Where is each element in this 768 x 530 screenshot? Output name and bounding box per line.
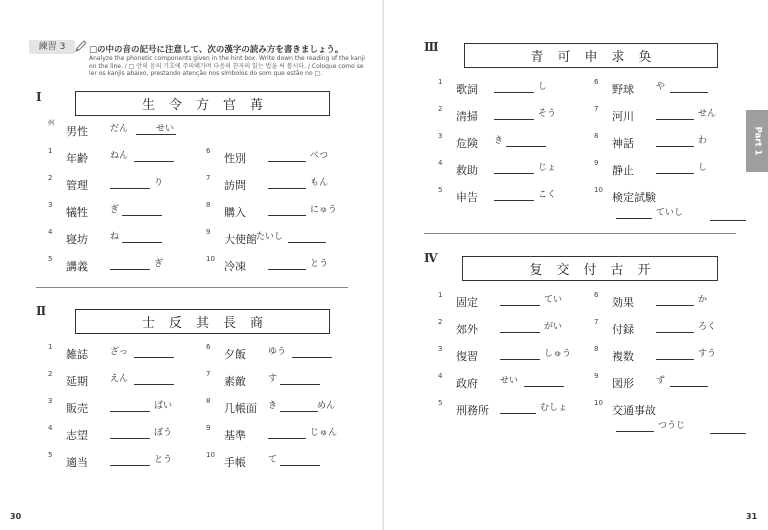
section-4-hint-box [462,256,718,281]
item-word: 冷凍 [224,260,246,273]
answer-blank[interactable]: せん [656,108,756,121]
answer-blank[interactable]: す [268,373,358,386]
example-mark: 例 [48,120,55,127]
answer-blank[interactable]: たいし [256,231,346,244]
item-word: 図形 [612,377,634,390]
answer-blank[interactable]: にゅう [268,204,368,217]
hint-char: 付 [583,263,597,278]
item-word: 夕飯 [224,348,246,361]
hint-char: 方 [195,98,209,113]
answer-blank[interactable]: えん [110,373,200,386]
item-word: 管理 [66,179,88,192]
hint-char: 令 [168,98,182,113]
hint-char: 古 [610,263,624,278]
item-word: 交通事故 [612,404,656,417]
item-word: 効果 [612,296,634,309]
answer-blank[interactable]: もん [268,177,358,190]
answer-blank[interactable]: すう [656,348,746,361]
answer-blank[interactable]: し [494,81,584,94]
hint-char: 反 [168,316,182,331]
answer-blank[interactable]: ゆう [268,346,358,359]
answer-blank[interactable]: ね [110,231,200,244]
item-word: 検定試験 [612,191,656,204]
hint-char: 官 [223,98,237,113]
hint-char: 士 [141,316,155,331]
item-word: 犠牲 [66,206,88,219]
answer-blank[interactable]: べつ [268,150,358,163]
answer-blank-line [710,220,746,221]
section-2-hint-box [75,309,330,334]
item-word: 手帳 [224,456,246,469]
part-tab [746,110,768,172]
answer-blank[interactable]: つうじ [616,420,746,433]
answer-blank[interactable]: ぎ [110,258,200,271]
answer-blank[interactable]: ばい [110,400,210,413]
item-word: 購入 [224,206,246,219]
hint-char: 苒 [250,98,264,113]
item-word: 延期 [66,375,88,388]
answer-blank-line [710,433,746,434]
item-word: 郊外 [456,323,478,336]
answer-blank[interactable]: や [656,81,746,94]
item-word: 基準 [224,429,246,442]
item-word: 固定 [456,296,478,309]
item-word: 申告 [456,191,478,204]
item-word: 刑務所 [456,404,489,417]
hint-char: 商 [250,316,264,331]
item-word: 静止 [612,164,634,177]
item-word: 雑誌 [66,348,88,361]
answer-blank[interactable]: て [268,454,358,467]
right-page: Ⅲ 青 可 申 求 奂 1 歌詞 し 2 清掃 そう 3 危険 き 4 救助 じょ 5 申告 こく 6 野球 や 7 河川 せん 8 神話 わ 9 静止 し 10 検定試験 ていし Ⅳ 复 交 付 古 开 1 固定 てい 2 郊外 がい 3 復習 しゅう 4 政府 せい 5 刑務所 むしょ 6 効果 か 7 付録 ろく 8 複数 すう 9 図形 ず 10 交通事故 つうじ 31 [384,0,768,530]
instruction-japanese: □の中の音の記号に注意して、次の漢字の読み方を書きましょう。 [89,45,344,55]
answer-blank[interactable]: ろく [656,321,746,334]
item-word: 販売 [66,402,88,415]
answer-blank[interactable]: ぼう [110,427,210,440]
item-word: 救助 [456,164,478,177]
answer-blank[interactable]: ざっ [110,346,200,359]
item-word: 清掃 [456,110,478,123]
answer-blank[interactable]: し [656,162,746,175]
hint-char: 青 [530,50,544,65]
hint-char: 申 [584,50,598,65]
hint-char: 开 [637,263,651,278]
item-word: 神話 [612,137,634,150]
pencil-icon [73,38,89,54]
section-1-hint-box [75,91,330,116]
answer-blank[interactable]: じょ [494,162,594,175]
hint-char: 其 [195,316,209,331]
item-word: 志望 [66,429,88,442]
item-word: 訪問 [224,179,246,192]
answer-blank[interactable]: がい [500,321,590,334]
item-word: 複数 [612,350,634,363]
answer-blank[interactable]: ぎ [110,204,200,217]
answer-blank[interactable]: わ [656,135,746,148]
answer-blank[interactable]: とう [110,454,210,467]
answer-blank[interactable]: とう [268,258,358,271]
section-divider [424,233,736,234]
answer-blank[interactable]: き めん [268,400,368,413]
answer-blank[interactable]: しゅう [500,348,600,361]
answer-blank[interactable]: こく [494,189,594,202]
hint-char: 奂 [638,50,652,65]
item-word: 寝坊 [66,233,88,246]
item-word: 適当 [66,456,88,469]
answer-blank[interactable]: ていし [616,207,746,220]
part-tab-label: Part 1 [752,126,762,156]
hint-char: 交 [556,263,570,278]
answer-blank[interactable]: り [110,177,200,190]
item-word: 講義 [66,260,88,273]
left-page: 練習 3 □の中の音の記号に注意して、次の漢字の読み方を書きましょう。 Analyze the phonetic components given in the hint box. Write down the reading of the kanji on the line. / □ 안의 음의 기호에 주의해가며 다음의 한자의 읽는 법을 써 봅시다. / Coloque como se ler os kanjis abaixo, prestando atenção nos símbolos do som que estão no □. Ⅰ 生 令 方 官 苒 例 男性 だん せい 1 年齢 ねん 2 管理 り 3 犠牲 ぎ 4 寝坊 ね 5 講義 ぎ 6 性別 べつ 7 訪問 もん 8 購入 にゅう 9 大使館 たいし 10 冷凍 とう Ⅱ 士 反 其 長 商 1 雑誌 ざっ 2 延期 えん 3 販売 ばい 4 志望 ぼう 5 適当 とう 6 夕飯 ゆう 7 素敵 す 8 几帳面 き めん 9 基準 じゅん 10 手帳 て 30 [0,0,384,530]
item-word: 付録 [612,323,634,336]
item-word: 河川 [612,110,634,123]
answer-blank[interactable]: そう [494,108,594,121]
item-word: 性別 [224,152,246,165]
item-word: 男性 [66,125,88,138]
answer-blank[interactable]: せい [500,375,590,388]
exercise-label: 練習 3 [29,40,75,54]
item-word: 年齢 [66,152,88,165]
hint-char: 复 [529,263,543,278]
item-word: 復習 [456,350,478,363]
hint-char: 長 [223,316,237,331]
answer-blank[interactable]: ねん [110,150,200,163]
section-4-numeral: Ⅳ [424,251,438,265]
answer-blank[interactable]: てい [500,294,590,307]
answer-blank[interactable]: むしょ [500,402,600,415]
item-word: 危険 [456,137,478,150]
example-answer: だん せい [110,123,210,136]
item-word: 歌詞 [456,83,478,96]
item-word: 素敵 [224,375,246,388]
answer-blank[interactable]: か [656,294,746,307]
hint-char: 生 [141,98,155,113]
answer-blank[interactable]: じゅん [268,427,368,440]
hint-char: 可 [557,50,571,65]
section-2-numeral: Ⅱ [36,304,47,318]
instruction-multilingual: Analyze the phonetic components given in the hint box. Write down the reading of the kanji on the line. / □ 안의 음의 기호에 주의해가며 다음의 한자의 읽는 법을 써 봅시다. / Coloque como se ler os kanjis abaixo, prestando atenção nos símbolos do som que estão no □. [89,55,365,77]
item-word: 野球 [612,83,634,96]
item-word: 大使館 [224,233,257,246]
page-number-right: 31 [746,512,758,521]
hint-char: 求 [611,50,625,65]
section-1-numeral: Ⅰ [36,90,42,104]
page-number-left: 30 [10,512,22,521]
section-divider [36,287,348,288]
section-3-numeral: Ⅲ [424,40,439,54]
answer-blank[interactable]: ず [656,375,746,388]
item-word: 政府 [456,377,478,390]
answer-blank[interactable]: き [494,135,584,148]
item-word: 几帳面 [224,402,257,415]
section-3-hint-box [464,43,718,68]
